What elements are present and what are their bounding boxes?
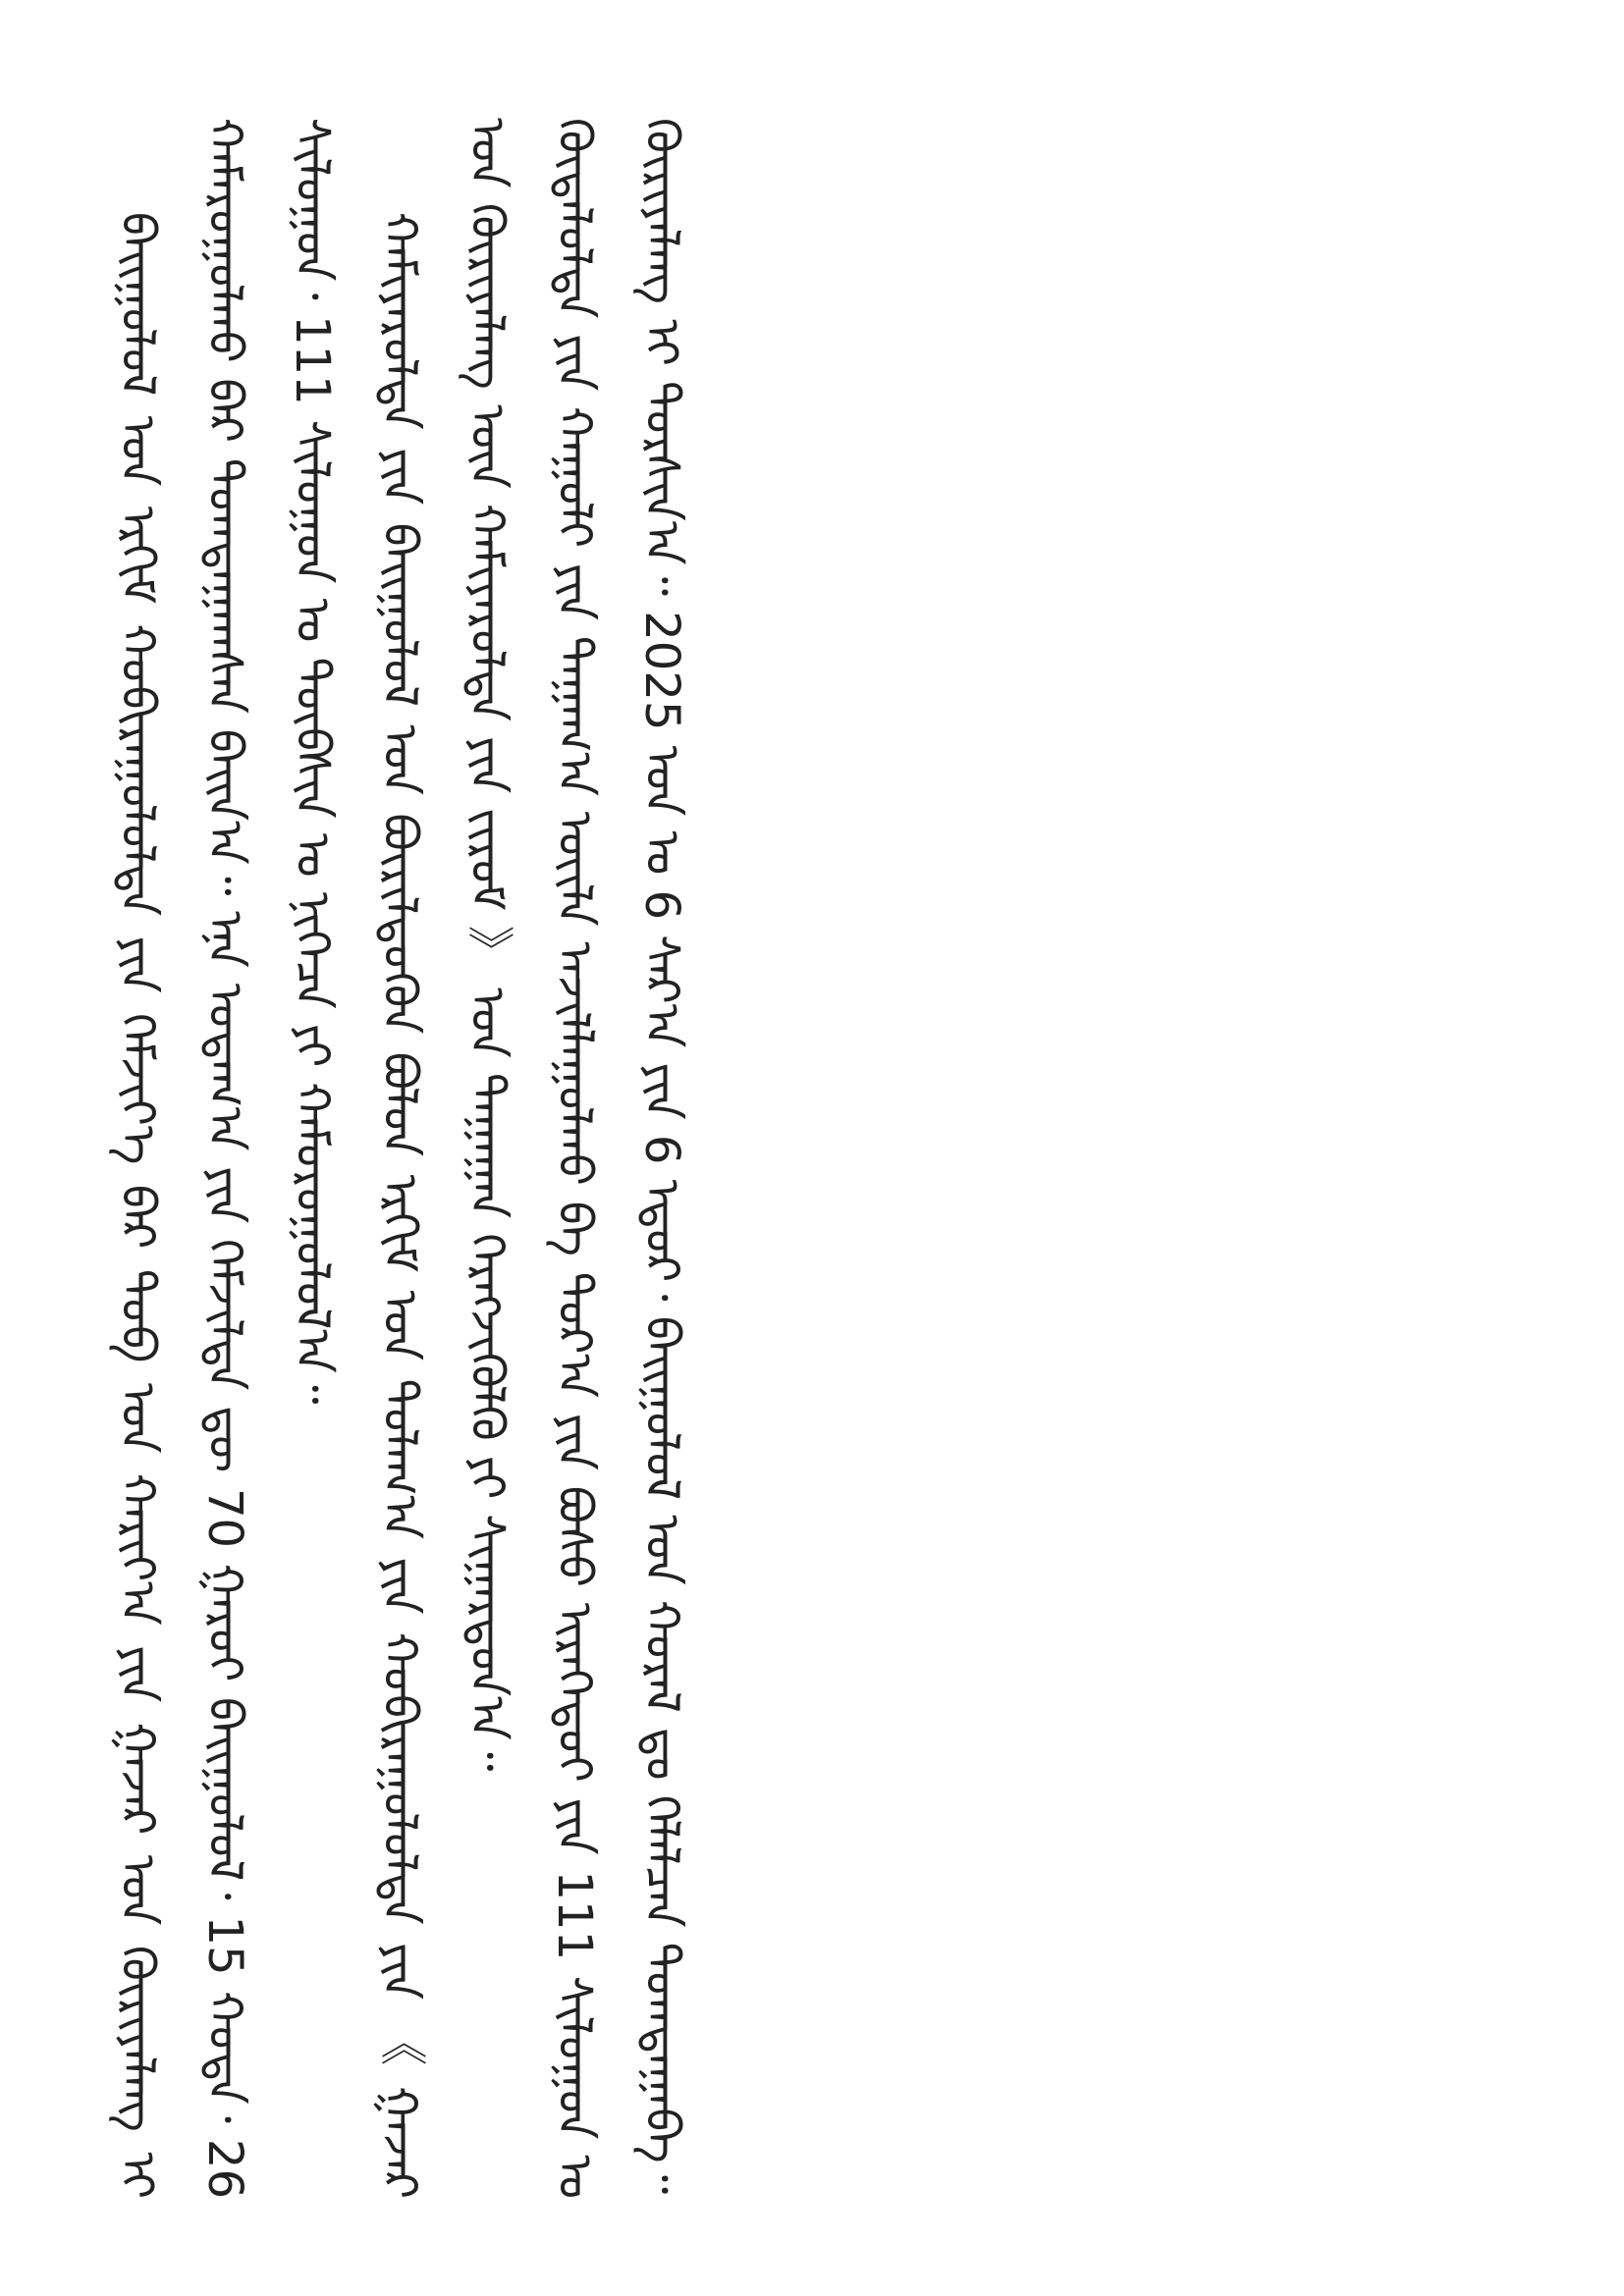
document-body [93, 118, 1468, 2199]
paragraph-2: ᠬᠠᠮᠢᠶᠠᠷᠤᠯᠲᠠ ᠶᠢᠨ ᠪᠠᠢᠭᠤᠯᠤᠯ ᠤᠨ ᠪᠦᠷᠢᠯᠳᠦᠭᠦᠨ ᠪᠣᠯᠤᠨ ᠡᠷᠭᠢᠮ ᠤᠨ ᠲᠤᠯᠠᠭ᠎ᠠ ᠶᠢᠨ ᠬᠤᠪᠢᠷᠠᠭᠤᠯᠤᠯᠲᠠ ᠶᠢᠨ 《 ᠭᠠᠵᠠᠷ ᠤᠨ ᠬᠦᠷᠢᠶᠡᠯᠡᠩ ᠦᠨ ᠬᠠᠮᠢᠶᠠᠷᠤᠯᠲᠠ ᠶᠢᠨ ᠵᠢᠷᠤᠮ 》 ᠤᠨ ᠳᠠᠭᠠᠭᠠᠨ ᠬᠡᠷᠡᠭᠵᠢᠭᠦᠯᠬᠦ ᠶᠢ ᠰᠢᠭᠠᠷᠳᠤᠨ᠎ᠠ᠃ [372, 118, 514, 2199]
paragraph-1: ᠪᠠᠢᠭᠤᠯᠤᠯ ᠤᠨ ᠡᠷᠭᠢᠮ ᠬᠤᠪᠢᠷᠠᠭᠤᠯᠤᠯᠲᠠ ᠶᠢᠨ ᠬᠡᠮᠵᠢᠶ᠎ᠡ ᠪᠡᠷ ᠲᠤᠪ ᠤᠨ ᠬᠠᠷᠢᠶ᠎ᠠ ᠶᠢᠨ ᠭᠠᠵᠠᠷ ᠤᠨ ᠬᠦᠷᠢᠶᠡᠯᠡᠩ ᠢ ᠬᠠᠮᠠᠷᠤᠭᠤᠯᠬᠤ ᠪᠠᠷ ᠲᠤᠭᠲᠠᠭᠠᠭᠰᠠᠨ ᠪᠠᠢᠨ᠎ᠠ᠃ ᠡᠨᠡ ᠤᠳᠠᠭ᠎ᠠ ᠶᠢᠨ ᠬᠡᠮᠵᠢᠯᠲᠡ ᠳᠦ 70 ᠭᠠᠷᠤᠢ ᠪᠠᠢᠭᠤᠯᠤᠯ᠂ 15 ᠬᠤᠲᠠ᠂ 26 ᠰᠢᠯᠤᠭᠤᠨ᠂ 111 ᠰᠢᠯᠤᠭᠤᠨ ᠤ ᠲᠦᠪᠰᠢᠨ ᠤ ᠨᠢᠭᠡᠴᠡ ᠶᠢ ᠬᠠᠮᠤᠷᠤᠭᠤᠯᠤᠯ᠎ᠠ᠃ [110, 118, 340, 2199]
paragraph-3: ᠬᠦᠳᠡᠯᠦᠯᠲᠡ ᠶᠢᠨ ᠬᠠᠭᠤᠯᠢ ᠶᠢᠨ ᠳᠠᠭᠠᠭ᠎ᠠ ᠦᠢᠯᠡ ᠠᠵᠢᠯᠯᠠᠭᠤᠯᠬᠤ ᠪᠠ ᠳᠤᠷ᠎ᠠ ᠶᠢᠨ ᠪᠤᠰᠤ ᠢᠷᠡᠭᠡᠳᠦᠢ ᠶᠢᠨ 111 ᠰᠢᠯᠤᠭᠤᠨ ᠤ ᠬᠦᠷᠢᠶᠡᠯᠡᠩ ᠢ ᠲᠤᠷᠰᠢᠨ᠎ᠠ᠃ 2025 ᠣᠨ ᠤ 6 ᠰᠠᠷ᠎ᠠ ᠶᠢᠨ 6 ᠡᠳᠦᠷ᠂ ᠪᠠᠢᠭᠤᠯᠤᠯ ᠤᠨ ᠬᠤᠷᠠᠯ ᠳᠤ ᠬᠡᠯᠡᠯᠴᠡᠨ ᠲᠤᠭᠲᠠᠭᠠᠪᠠ᠃ [547, 118, 689, 2199]
